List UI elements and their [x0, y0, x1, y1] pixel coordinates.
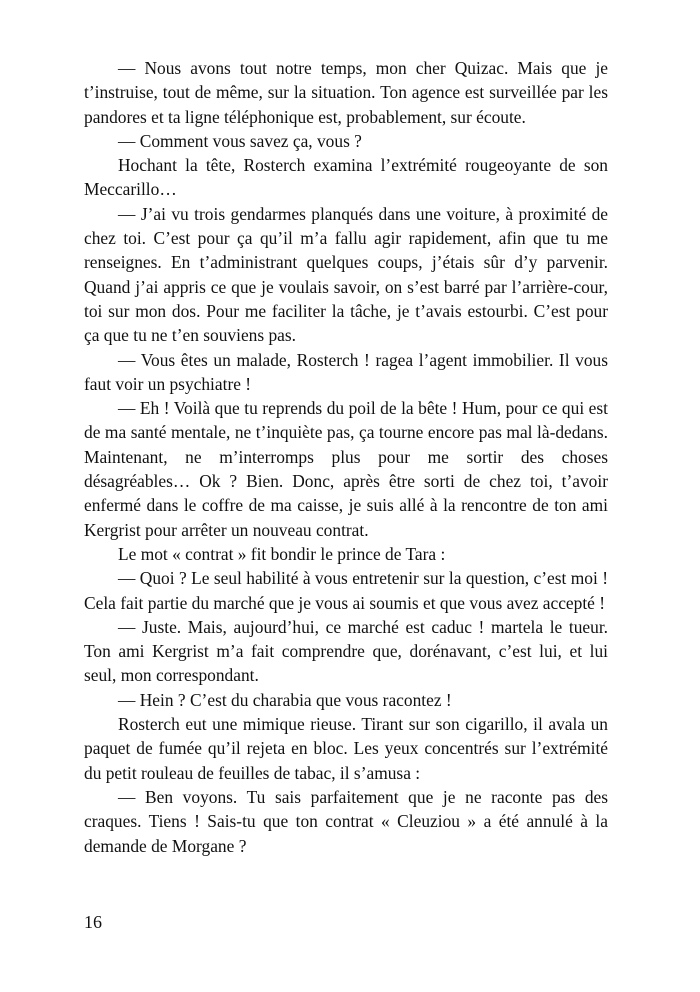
paragraph: Hochant la tête, Rosterch examina l’extrémité rougeoyante de son Meccarillo… [84, 155, 608, 200]
paragraph: — Vous êtes un malade, Rosterch ! ragea l’agent immobilier. Il vous faut voir un psychiatre ! [84, 349, 608, 394]
paragraph: — Juste. Mais, aujourd’hui, ce marché est caduc ! martela le tueur. Ton ami Kergrist m’a fait comprendre que, dorénavant, c’est lui, et lui seul, mon correspondant. [84, 616, 608, 686]
paragraph: — Comment vous savez ça, vous ? [118, 130, 362, 151]
paragraph: Rosterch eut une mimique rieuse. Tirant sur son cigarillo, il avala un paquet de fumée qu’il rejeta en bloc. Les yeux concentrés sur l’extrémité du petit rouleau de feuilles de tabac, il s’amusa : [84, 714, 608, 783]
paragraph: — Quoi ? Le seul habilité à vous entretenir sur la question, c’est moi ! Cela fait partie du marché que je vous ai soumis et que vous avez accepté ! [84, 568, 608, 613]
body-text [84, 56, 608, 858]
paragraph: — J’ai vu trois gendarmes planqués dans une voiture, à proximité de chez toi. C’est pour ça qu’il m’a fallu agir rapidement, afin que tu me renseignes. En t’administrant quelques coups, j’étais sûr d’y parvenir. Quand j’ai appris ce que je voulais savoir, on s’est barré par l’arrière-cour, toi sur mon dos. Pour me faciliter la tâche, je t’avais estourbi. C’est pour ça que tu ne t’en souviens pas. [84, 203, 608, 346]
paragraph: Le mot « contrat » fit bondir le prince de Tara : [118, 543, 446, 564]
page-number: 16 [84, 912, 102, 932]
paragraph: — Hein ? C’est du charabia que vous racontez ! [118, 689, 452, 710]
paragraph: — Nous avons tout notre temps, mon cher Quizac. Mais que je t’instruise, tout de même, sur la situation. Ton agence est surveillée par les pandores et ta ligne téléphonique est, probablement, sur écoute. [84, 58, 608, 127]
paragraph: — Eh ! Voilà que tu reprends du poil de la bête ! Hum, pour ce qui est de ma santé mentale, ne t’inquiète pas, ça tourne encore pas mal là-dedans. Maintenant, ne m’interromps plus pour me sortir des choses désagréables… Ok ? Bien. Donc, après être sorti de chez toi, t’avoir enfermé dans le coffre de ma caisse, je suis allé à la rencontre de ton ami Kergrist pour arrêter un nouveau contrat. [84, 398, 608, 540]
paragraph: — Ben voyons. Tu sais parfaitement que je ne raconte pas des craques. Tiens ! Sais-tu que ton contrat « Cleuziou » a été annulé à la demande de Morgane ? [84, 786, 608, 856]
